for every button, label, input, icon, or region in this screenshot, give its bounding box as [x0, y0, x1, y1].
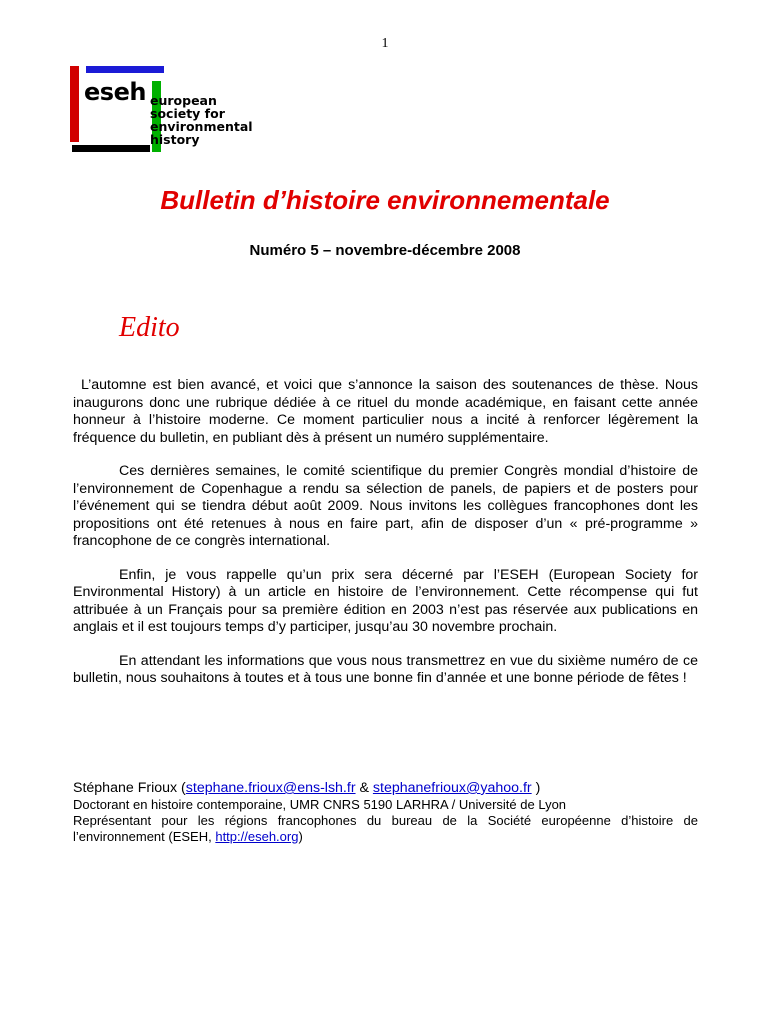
section-heading-edito: Edito	[119, 312, 180, 343]
author-role	[73, 813, 698, 845]
paragraph: Enfin, je vous rappelle qu’un prix sera décerné par l’ESEH (European Society for Environmental History) à un article en histoire de l’environnement. Cette récompense qui fut attribuée à un Français pour sa première édition en 2003 n’est pas réservée aux publications en anglais et il est toujours temps d’y participer, jusqu’au 30 novembre prochain.	[73, 566, 698, 635]
email-link-yahoo[interactable]: stephanefrioux@yahoo.fr	[372, 780, 532, 796]
logo-tagline-line: history	[150, 132, 200, 147]
eseh-website-link[interactable]: http://eseh.org	[215, 829, 299, 844]
signature-name-line	[73, 780, 698, 797]
logo-tagline-line: society for	[150, 106, 225, 121]
ampersand: &	[355, 780, 373, 796]
paragraph: Ces dernières semaines, le comité scientifique du premier Congrès mondial d’histoire de l’environnement de Copenhague a rendu sa sélection de panels, de papiers et de posters pour l’événement qui se tiendra début août 2009. Nous invitons les collègues francophones dont les propositions ont été retenues à nous en faire part, afin de disposer d’un « pré-programme » francophone de ce congrès international.	[73, 463, 698, 549]
signature-block	[73, 780, 698, 845]
paragraph: L’automne est bien avancé, et voici que s’annonce la saison des soutenances de thèse. Nous inaugurons donc une rubrique dédiée à ce rituel du monde académique, en faisant cette année honneur à l’histoire moderne. Ce moment particulier nous a incité à renforcer légèrement la fréquence du bulletin, en publiant dès à présent un numéro supplémentaire.	[73, 377, 698, 446]
logo-blue-bar	[86, 66, 164, 73]
edito-body	[73, 377, 698, 704]
paren-open: (	[177, 780, 186, 796]
email-link-ens[interactable]: stephane.frioux@ens-lsh.fr	[185, 780, 356, 796]
page-number: 1	[381, 36, 389, 51]
author-affiliation: Doctorant en histoire contemporaine, UMR CNRS 5190 LARHRA / Université de Lyon	[73, 797, 567, 812]
logo-tagline-line: environmental	[150, 119, 253, 134]
logo-wordmark: eseh	[84, 78, 146, 106]
author-name: Stéphane Frioux	[73, 780, 178, 796]
paragraph: En attendant les informations que vous nous transmettrez en vue du sixième numéro de ce bulletin, nous souhaitons à toutes et à tous une bonne fin d’année et une bonne période de fêtes !	[73, 652, 698, 686]
logo-tagline	[150, 94, 253, 146]
eseh-logo	[70, 66, 310, 156]
author-role-close: )	[298, 829, 303, 844]
logo-red-bar	[70, 66, 79, 142]
logo-black-bar	[72, 145, 150, 152]
author-role-text: Représentant pour les régions francophones du bureau de la Société européenne d’histoire de l’environnement (ESEH,	[73, 813, 698, 844]
paren-close: )	[531, 780, 541, 796]
bulletin-title: Bulletin d’histoire environnementale	[160, 185, 610, 215]
issue-subtitle: Numéro 5 – novembre-décembre 2008	[249, 242, 521, 259]
logo-tagline-line: european	[150, 93, 217, 108]
